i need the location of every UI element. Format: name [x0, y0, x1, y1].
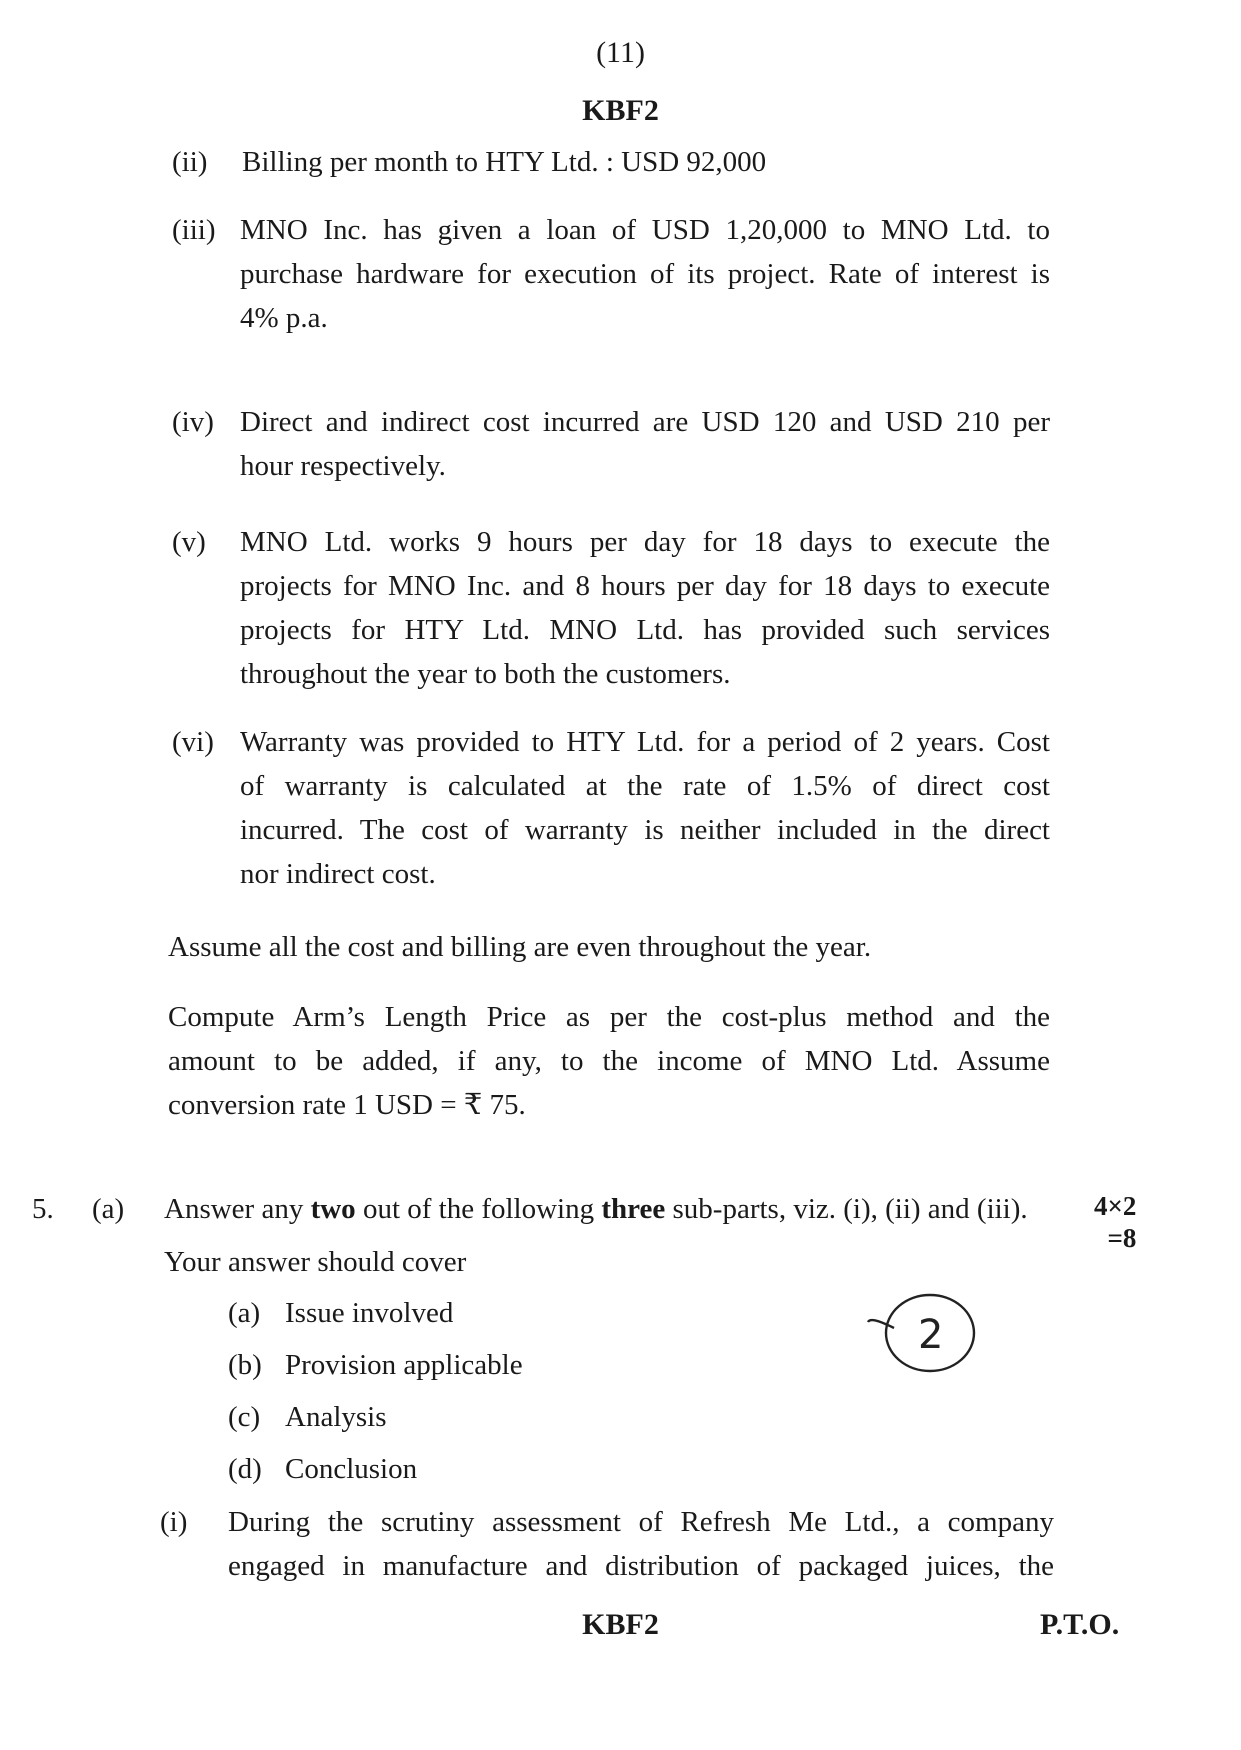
item-text: incurred. The cost of warranty is neither included in the direct [240, 814, 1050, 846]
item-number: (ii) [172, 146, 208, 178]
svg-text:2: 2 [918, 1312, 944, 1358]
question-instruction: Answer any two out of the following three sub-parts, viz. (i), (ii) and (iii). [164, 1193, 1028, 1225]
emphasis-two: two [310, 1193, 356, 1225]
assume-text: Assume all the cost and billing are even throughout the year. [168, 931, 872, 963]
emphasis-three: three [601, 1193, 666, 1225]
list-text: Provision applicable [285, 1349, 523, 1381]
item-number: (iv) [172, 406, 214, 438]
list-label: (c) [228, 1401, 261, 1433]
item-text: purchase hardware for execution of its project. Rate of interest is [240, 258, 1050, 290]
item-text: engaged in manufacture and distribution of packaged juices, the [228, 1550, 1054, 1582]
page-number: (11) [596, 36, 645, 69]
item-text: MNO Ltd. works 9 hours per day for 18 days to execute the [240, 526, 1050, 558]
item-text: Billing per month to HTY Ltd. : USD 92,000 [242, 146, 767, 178]
list-label: (d) [228, 1453, 262, 1485]
item-text: projects for MNO Inc. and 8 hours per day for 18 days to execute [240, 570, 1050, 602]
marks-allocation [1094, 1190, 1136, 1254]
item-text: MNO Inc. has given a loan of USD 1,20,000 to MNO Ltd. to [240, 214, 1050, 246]
compute-text: conversion rate 1 USD = ₹ 75. [168, 1089, 526, 1121]
list-text: Conclusion [285, 1453, 418, 1485]
marks-line: 4×2 [1094, 1191, 1137, 1221]
item-text: hour respectively. [240, 450, 446, 482]
circled-number-icon [860, 1288, 990, 1398]
item-text: Direct and indirect cost incurred are USD 120 and USD 210 per [240, 406, 1050, 438]
pto-label: P.T.O. [1040, 1608, 1120, 1641]
paper-code-header: KBF2 [582, 94, 659, 127]
list-label: (a) [228, 1297, 261, 1329]
item-text: of warranty is calculated at the rate of 1.5% of direct cost [240, 770, 1050, 802]
list-text: Issue involved [285, 1297, 454, 1329]
list-text: Analysis [285, 1401, 387, 1433]
item-number: (v) [172, 526, 206, 558]
marks-total: =8 [1107, 1223, 1137, 1253]
item-number: (i) [160, 1506, 188, 1538]
handwritten-mark-icon [860, 1288, 990, 1406]
item-text: projects for HTY Ltd. MNO Ltd. has provided such services [240, 614, 1050, 646]
item-number: (iii) [172, 214, 216, 246]
item-number: (vi) [172, 726, 214, 758]
compute-text: amount to be added, if any, to the income of MNO Ltd. Assume [168, 1045, 1050, 1077]
item-text: 4% p.a. [240, 302, 328, 334]
item-text: During the scrutiny assessment of Refresh Me Ltd., a company [228, 1506, 1054, 1538]
assume-paragraph [168, 925, 1048, 969]
question-part: (a) [92, 1193, 125, 1225]
compute-text: Compute Arm’s Length Price as per the cost-plus method and the [168, 1001, 1050, 1033]
question-number: 5. [32, 1193, 54, 1225]
cover-intro: Your answer should cover [164, 1246, 467, 1278]
paper-code-footer: KBF2 [582, 1608, 659, 1641]
list-label: (b) [228, 1349, 262, 1381]
item-text: nor indirect cost. [240, 858, 436, 890]
item-text: Warranty was provided to HTY Ltd. for a period of 2 years. Cost [240, 726, 1050, 758]
item-text: throughout the year to both the customers. [240, 658, 731, 690]
compute-paragraph [168, 995, 1050, 1127]
